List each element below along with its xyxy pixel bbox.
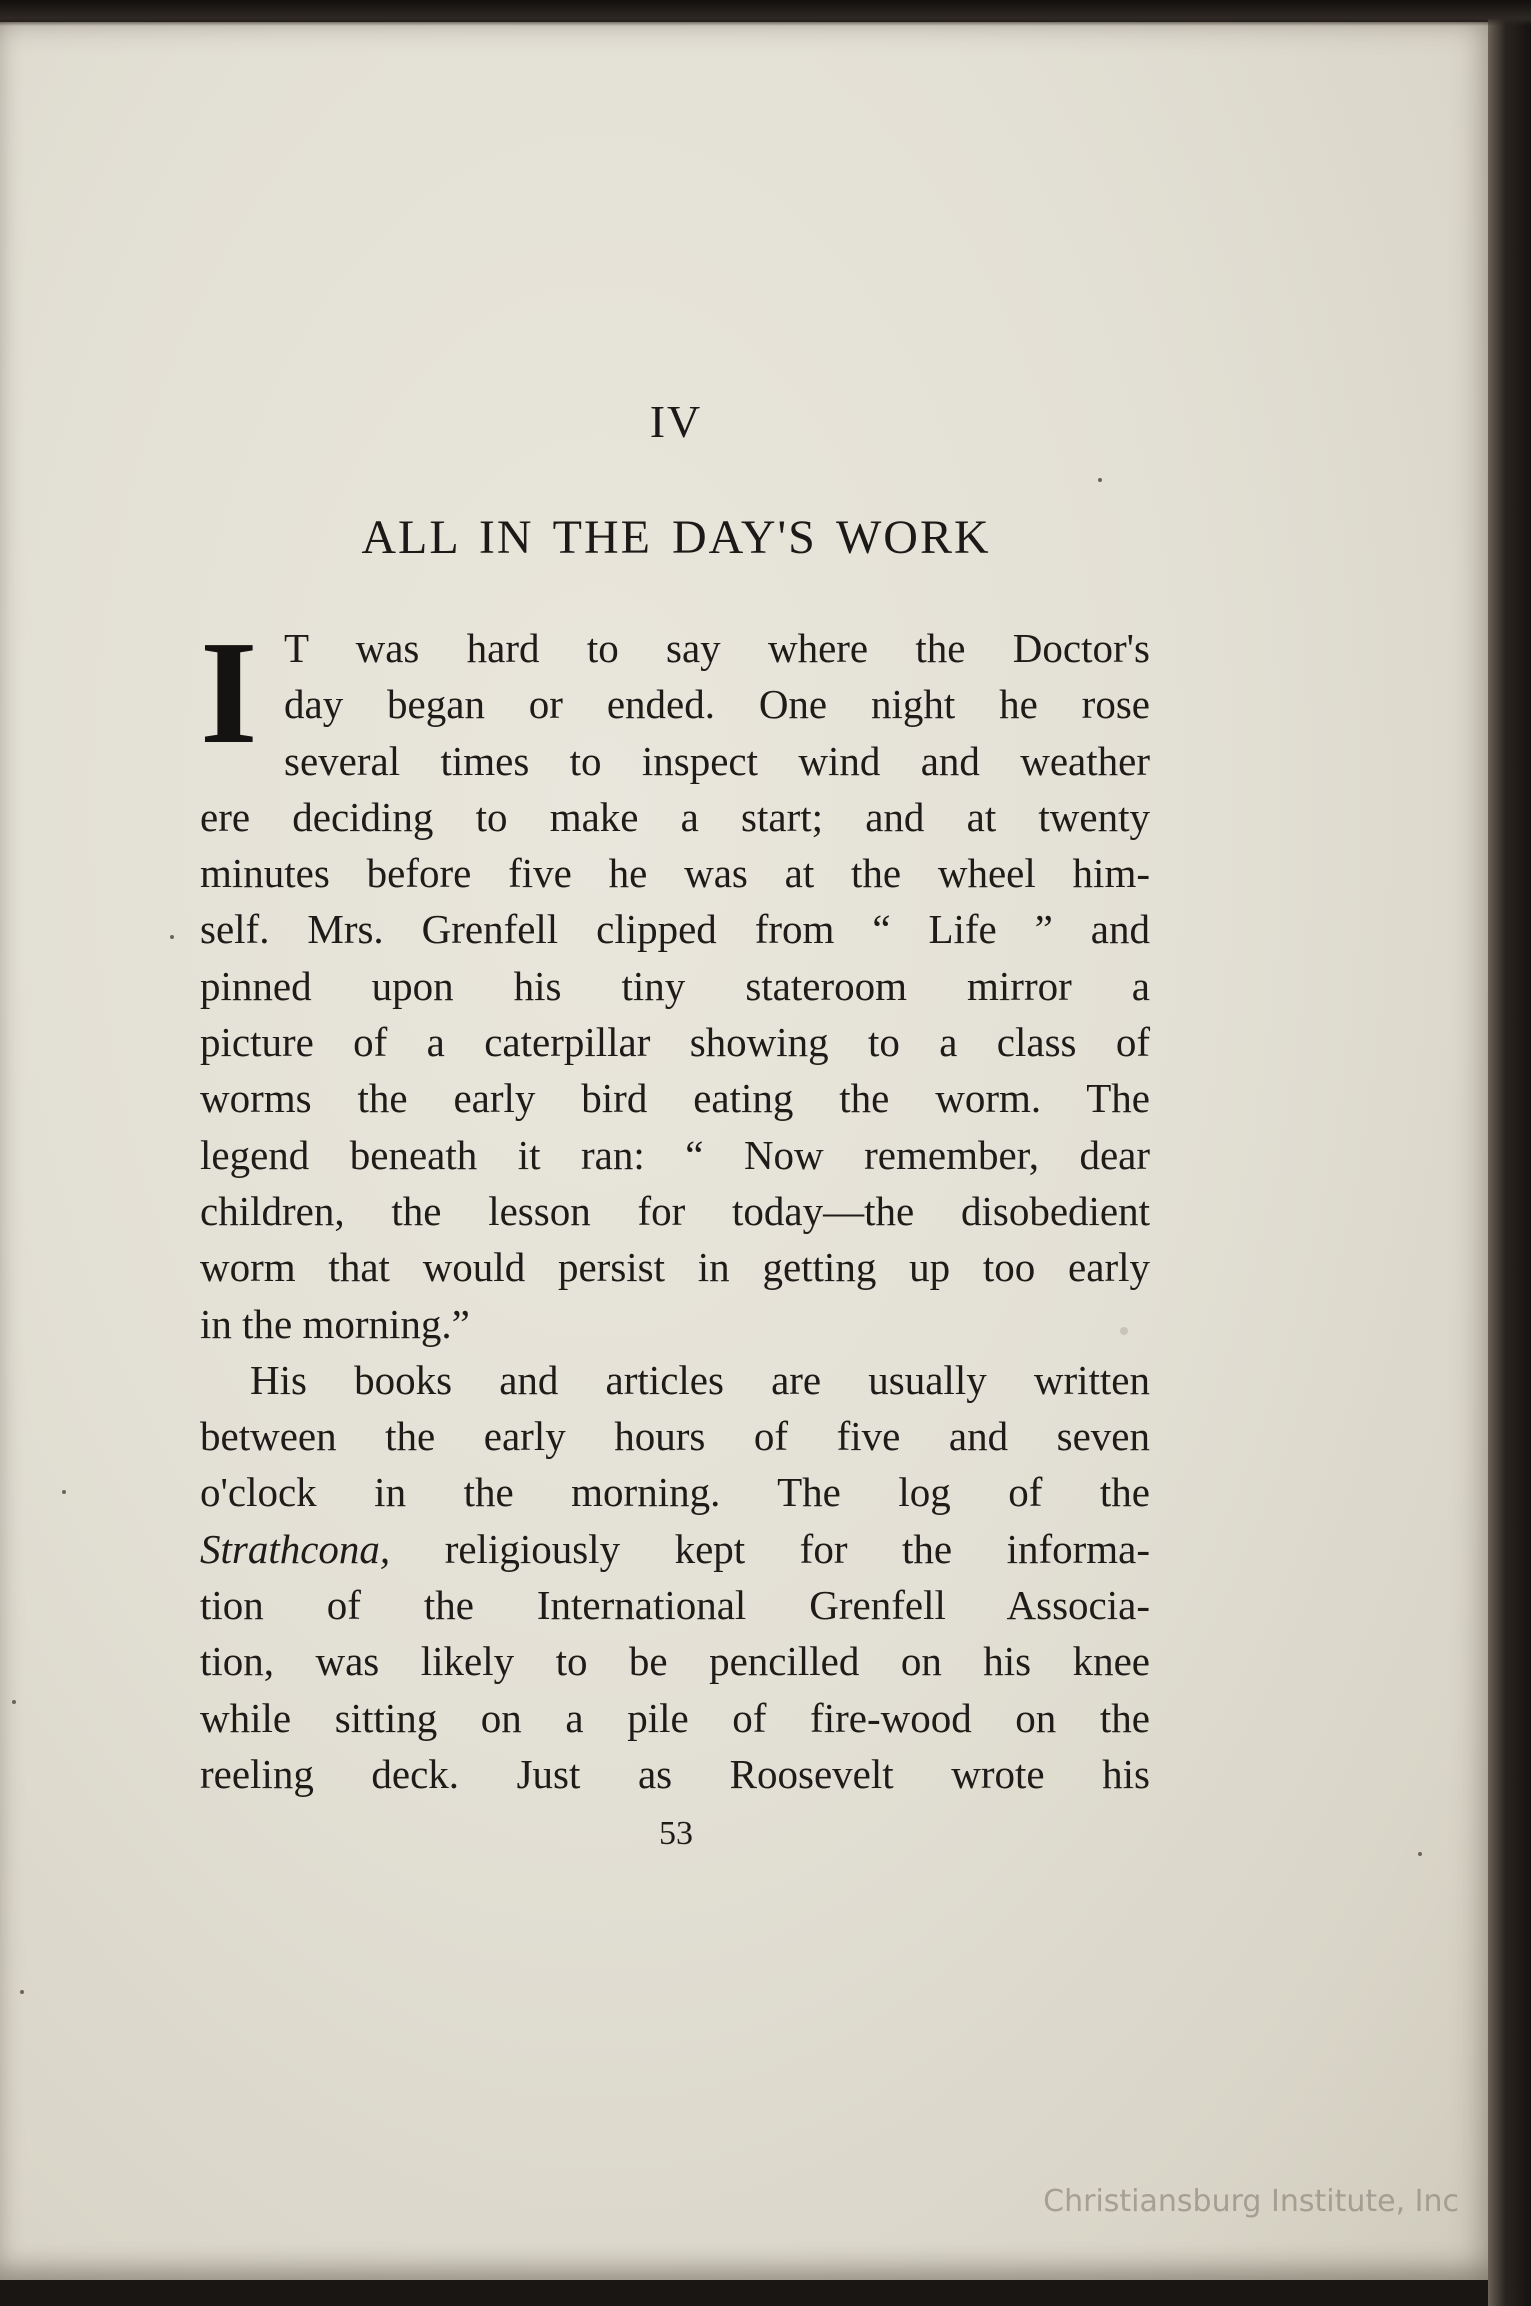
text-line: reeling deck. Just as Roosevelt wrote his [200, 1750, 1150, 1797]
text-line: tion of the International Grenfell Associa- [200, 1582, 1150, 1629]
text-line: tion, was likely to be pencilled on his knee [200, 1638, 1150, 1685]
paper-speck [20, 1990, 24, 1994]
text-line: between the early hours of five and seven [200, 1413, 1150, 1460]
text-line: while sitting on a pile of fire-wood on the [200, 1694, 1150, 1741]
chapter-title: ALL IN THE DAY'S WORK [361, 511, 991, 564]
text-line: ere deciding to make a start; and at twenty [200, 793, 1150, 840]
text-line: worm that would persist in getting up too early [200, 1244, 1150, 1291]
text-line: in the morning.” [200, 1300, 470, 1347]
paper-speck [1418, 1852, 1422, 1856]
text-line: picture of a caterpillar showing to a class of [200, 1019, 1150, 1066]
paper-speck [62, 1490, 66, 1494]
body-text [200, 611, 1151, 1802]
paper-speck [12, 1700, 16, 1704]
drop-cap-letter: I [200, 611, 258, 775]
text-line: pinned upon his tiny stateroom mirror a [200, 962, 1150, 1009]
watermark: Christiansburg Institute, Inc [1043, 2184, 1459, 2219]
top-edge-shadow [0, 0, 1531, 26]
text-line: children, the lesson for today—the disobedient [200, 1187, 1150, 1234]
text-line: self. Mrs. Grenfell clipped from “ Life ” and [200, 906, 1150, 953]
text-line-with-ship-name [200, 1521, 1150, 1577]
ship-name-italic: Strathcona, [200, 1525, 391, 1572]
text-line: religiously kept for the informa- [444, 1525, 1151, 1572]
text-line: legend beneath it ran: “ Now remember, dear [200, 1131, 1150, 1178]
text-line: o'clock in the morning. The log of the [200, 1469, 1150, 1516]
chapter-number: IV [649, 396, 703, 447]
book-edge-shadow [1488, 0, 1531, 2306]
text-line: T was hard to say where the Doctor's [284, 625, 1150, 671]
text-line: His books and articles are usually written [250, 1356, 1150, 1403]
page-number: 53 [659, 1815, 693, 1852]
text-line: day began or ended. One night he rose [284, 681, 1150, 728]
paper-speck [170, 935, 174, 939]
text-line: worms the early bird eating the worm. The [200, 1075, 1150, 1122]
paper-speck [1098, 478, 1102, 482]
text-line: several times to inspect wind and weather [284, 737, 1150, 784]
text-line: minutes before five he was at the wheel him- [200, 850, 1150, 897]
